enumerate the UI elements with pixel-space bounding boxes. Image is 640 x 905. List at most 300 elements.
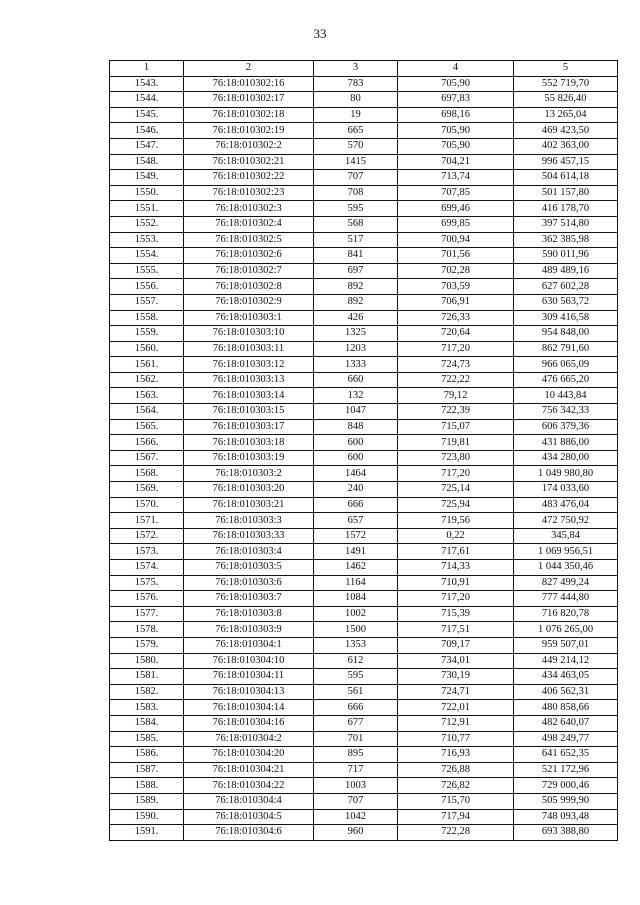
cell-cadastral-number: 76:18:010303:15 — [184, 404, 314, 420]
cell-cadastral-number: 76:18:010303:10 — [184, 326, 314, 342]
cell-area: 1500 — [314, 622, 398, 638]
cell-cadastral-value: 552 719,70 — [514, 76, 618, 92]
cell-cadastral-number: 76:18:010302:7 — [184, 263, 314, 279]
cell-cadastral-number: 76:18:010302:16 — [184, 76, 314, 92]
cell-specific-value: 712,91 — [398, 715, 514, 731]
cell-area: 960 — [314, 825, 398, 841]
cell-cadastral-value: 397 514,80 — [514, 216, 618, 232]
cell-cadastral-number: 76:18:010302:4 — [184, 216, 314, 232]
cell-row-number: 1552. — [110, 216, 184, 232]
cell-cadastral-number: 76:18:010303:12 — [184, 357, 314, 373]
table-row — [110, 497, 618, 513]
cell-row-number: 1583. — [110, 700, 184, 716]
cell-cadastral-number: 76:18:010302:22 — [184, 170, 314, 186]
cell-specific-value: 702,28 — [398, 263, 514, 279]
cell-row-number: 1543. — [110, 76, 184, 92]
cell-cadastral-number: 76:18:010302:5 — [184, 232, 314, 248]
cell-cadastral-value: 777 444,80 — [514, 591, 618, 607]
table-row — [110, 575, 618, 591]
table-row — [110, 747, 618, 763]
cell-cadastral-number: 76:18:010303:6 — [184, 575, 314, 591]
cell-row-number: 1576. — [110, 591, 184, 607]
cell-cadastral-number: 76:18:010303:13 — [184, 372, 314, 388]
cell-area: 665 — [314, 123, 398, 139]
cell-row-number: 1572. — [110, 528, 184, 544]
cell-specific-value: 719,56 — [398, 513, 514, 529]
cell-specific-value: 717,61 — [398, 544, 514, 560]
cell-specific-value: 699,46 — [398, 201, 514, 217]
cell-row-number: 1562. — [110, 372, 184, 388]
cell-specific-value: 709,17 — [398, 637, 514, 653]
cell-cadastral-value: 431 886,00 — [514, 435, 618, 451]
cell-cadastral-number: 76:18:010303:33 — [184, 528, 314, 544]
cell-cadastral-value: 756 342,33 — [514, 404, 618, 420]
cell-row-number: 1574. — [110, 560, 184, 576]
table-row — [110, 482, 618, 498]
cell-cadastral-number: 76:18:010304:20 — [184, 747, 314, 763]
cell-cadastral-value: 505 999,90 — [514, 793, 618, 809]
cell-specific-value: 717,94 — [398, 809, 514, 825]
table-row — [110, 154, 618, 170]
cell-specific-value: 700,94 — [398, 232, 514, 248]
cell-specific-value: 705,90 — [398, 138, 514, 154]
cell-row-number: 1569. — [110, 482, 184, 498]
cell-cadastral-number: 76:18:010303:5 — [184, 560, 314, 576]
cell-cadastral-number: 76:18:010302:3 — [184, 201, 314, 217]
cell-specific-value: 715,70 — [398, 793, 514, 809]
table-row — [110, 606, 618, 622]
cell-specific-value: 723,80 — [398, 450, 514, 466]
cell-area: 707 — [314, 170, 398, 186]
cell-row-number: 1591. — [110, 825, 184, 841]
cell-area: 1333 — [314, 357, 398, 373]
cell-row-number: 1582. — [110, 684, 184, 700]
cell-area: 717 — [314, 762, 398, 778]
cell-cadastral-value: 13 265,04 — [514, 107, 618, 123]
cell-cadastral-value: 1 069 956,51 — [514, 544, 618, 560]
cell-cadastral-number: 76:18:010303:11 — [184, 341, 314, 357]
cell-cadastral-number: 76:18:010303:17 — [184, 419, 314, 435]
cell-cadastral-number: 76:18:010304:5 — [184, 809, 314, 825]
cell-area: 892 — [314, 294, 398, 310]
table-row — [110, 809, 618, 825]
cell-cadastral-number: 76:18:010303:9 — [184, 622, 314, 638]
table-row — [110, 170, 618, 186]
cell-cadastral-value: 489 489,16 — [514, 263, 618, 279]
cell-cadastral-value: 174 033,60 — [514, 482, 618, 498]
cell-specific-value: 719,81 — [398, 435, 514, 451]
cell-row-number: 1550. — [110, 185, 184, 201]
cell-area: 561 — [314, 684, 398, 700]
table-row — [110, 669, 618, 685]
cell-area: 1164 — [314, 575, 398, 591]
table-row — [110, 684, 618, 700]
cell-row-number: 1546. — [110, 123, 184, 139]
cell-cadastral-value: 416 178,70 — [514, 201, 618, 217]
cell-specific-value: 722,39 — [398, 404, 514, 420]
cell-row-number: 1544. — [110, 92, 184, 108]
cadastral-value-table — [109, 60, 618, 841]
cell-specific-value: 724,71 — [398, 684, 514, 700]
table-row — [110, 372, 618, 388]
cell-row-number: 1559. — [110, 326, 184, 342]
cell-specific-value: 717,20 — [398, 466, 514, 482]
cell-specific-value: 706,91 — [398, 294, 514, 310]
table-row — [110, 762, 618, 778]
table-row — [110, 404, 618, 420]
table-row — [110, 731, 618, 747]
cell-row-number: 1549. — [110, 170, 184, 186]
cell-row-number: 1579. — [110, 637, 184, 653]
table-row — [110, 279, 618, 295]
cell-area: 1462 — [314, 560, 398, 576]
table-row — [110, 107, 618, 123]
cell-area: 19 — [314, 107, 398, 123]
cell-cadastral-value: 1 049 980,80 — [514, 466, 618, 482]
cell-cadastral-value: 345,84 — [514, 528, 618, 544]
cell-row-number: 1555. — [110, 263, 184, 279]
cell-cadastral-number: 76:18:010303:14 — [184, 388, 314, 404]
table-row — [110, 591, 618, 607]
cell-row-number: 1545. — [110, 107, 184, 123]
cell-area: 612 — [314, 653, 398, 669]
cell-row-number: 1548. — [110, 154, 184, 170]
cell-specific-value: 726,33 — [398, 310, 514, 326]
table-row — [110, 294, 618, 310]
cell-area: 1353 — [314, 637, 398, 653]
table-row — [110, 263, 618, 279]
cell-cadastral-number: 76:18:010302:23 — [184, 185, 314, 201]
cell-area: 1084 — [314, 591, 398, 607]
cell-cadastral-number: 76:18:010304:2 — [184, 731, 314, 747]
cell-cadastral-value: 434 280,00 — [514, 450, 618, 466]
table-row — [110, 123, 618, 139]
page-number: 33 — [313, 26, 327, 41]
table-row — [110, 138, 618, 154]
cell-row-number: 1584. — [110, 715, 184, 731]
cell-cadastral-number: 76:18:010303:4 — [184, 544, 314, 560]
cell-area: 697 — [314, 263, 398, 279]
cell-specific-value: 734,01 — [398, 653, 514, 669]
cell-area: 892 — [314, 279, 398, 295]
cell-row-number: 1568. — [110, 466, 184, 482]
cell-specific-value: 704,21 — [398, 154, 514, 170]
column-header-2: 2 — [184, 61, 314, 77]
cell-row-number: 1560. — [110, 341, 184, 357]
cell-specific-value: 714,33 — [398, 560, 514, 576]
cell-specific-value: 697,83 — [398, 92, 514, 108]
cell-area: 1325 — [314, 326, 398, 342]
cell-area: 1415 — [314, 154, 398, 170]
cell-area: 708 — [314, 185, 398, 201]
cell-specific-value: 715,07 — [398, 419, 514, 435]
table-row — [110, 466, 618, 482]
cell-row-number: 1565. — [110, 419, 184, 435]
table-row — [110, 825, 618, 841]
cell-cadastral-number: 76:18:010304:4 — [184, 793, 314, 809]
cell-area: 1042 — [314, 809, 398, 825]
cell-cadastral-number: 76:18:010303:21 — [184, 497, 314, 513]
cell-specific-value: 725,14 — [398, 482, 514, 498]
cell-row-number: 1581. — [110, 669, 184, 685]
cell-row-number: 1589. — [110, 793, 184, 809]
cell-area: 600 — [314, 450, 398, 466]
cell-specific-value: 720,64 — [398, 326, 514, 342]
cell-cadastral-number: 76:18:010304:22 — [184, 778, 314, 794]
table-row — [110, 248, 618, 264]
cell-specific-value: 726,82 — [398, 778, 514, 794]
cell-specific-value: 0,22 — [398, 528, 514, 544]
header-row — [110, 61, 618, 77]
cell-row-number: 1563. — [110, 388, 184, 404]
table-row — [110, 778, 618, 794]
cell-cadastral-number: 76:18:010303:18 — [184, 435, 314, 451]
column-header-3: 3 — [314, 61, 398, 77]
cell-area: 701 — [314, 731, 398, 747]
cell-row-number: 1567. — [110, 450, 184, 466]
cell-row-number: 1557. — [110, 294, 184, 310]
cell-row-number: 1554. — [110, 248, 184, 264]
cell-cadastral-number: 76:18:010302:18 — [184, 107, 314, 123]
table-header — [110, 61, 618, 77]
cell-area: 600 — [314, 435, 398, 451]
cell-specific-value: 726,88 — [398, 762, 514, 778]
cell-cadastral-number: 76:18:010304:21 — [184, 762, 314, 778]
cell-cadastral-number: 76:18:010304:13 — [184, 684, 314, 700]
cell-cadastral-value: 729 000,46 — [514, 778, 618, 794]
cell-cadastral-value: 434 463,05 — [514, 669, 618, 685]
cell-row-number: 1590. — [110, 809, 184, 825]
cell-cadastral-value: 406 562,31 — [514, 684, 618, 700]
cell-area: 1002 — [314, 606, 398, 622]
cell-cadastral-number: 76:18:010303:8 — [184, 606, 314, 622]
cell-area: 595 — [314, 201, 398, 217]
cell-cadastral-value: 472 750,92 — [514, 513, 618, 529]
cell-area: 657 — [314, 513, 398, 529]
cell-area: 517 — [314, 232, 398, 248]
cell-cadastral-value: 627 602,28 — [514, 279, 618, 295]
table-row — [110, 450, 618, 466]
table-row — [110, 92, 618, 108]
cell-row-number: 1564. — [110, 404, 184, 420]
table-row — [110, 700, 618, 716]
table-row — [110, 185, 618, 201]
cell-cadastral-value: 606 379,36 — [514, 419, 618, 435]
cell-row-number: 1558. — [110, 310, 184, 326]
cell-specific-value: 705,90 — [398, 123, 514, 139]
cell-cadastral-value: 469 423,50 — [514, 123, 618, 139]
cell-cadastral-value: 521 172,96 — [514, 762, 618, 778]
cell-cadastral-value: 641 652,35 — [514, 747, 618, 763]
cell-cadastral-value: 862 791,60 — [514, 341, 618, 357]
cell-cadastral-value: 959 507,01 — [514, 637, 618, 653]
cell-cadastral-value: 504 614,18 — [514, 170, 618, 186]
cell-cadastral-number: 76:18:010302:21 — [184, 154, 314, 170]
cell-cadastral-value: 630 563,72 — [514, 294, 618, 310]
cell-row-number: 1575. — [110, 575, 184, 591]
cell-cadastral-value: 482 640,07 — [514, 715, 618, 731]
cell-cadastral-value: 480 858,66 — [514, 700, 618, 716]
cell-cadastral-value: 996 457,15 — [514, 154, 618, 170]
cell-area: 240 — [314, 482, 398, 498]
cell-area: 132 — [314, 388, 398, 404]
cell-row-number: 1578. — [110, 622, 184, 638]
cell-cadastral-number: 76:18:010302:19 — [184, 123, 314, 139]
cell-cadastral-value: 309 416,58 — [514, 310, 618, 326]
cell-specific-value: 717,20 — [398, 341, 514, 357]
cell-row-number: 1547. — [110, 138, 184, 154]
cell-cadastral-number: 76:18:010304:10 — [184, 653, 314, 669]
cell-row-number: 1566. — [110, 435, 184, 451]
column-header-1: 1 — [110, 61, 184, 77]
cell-specific-value: 725,94 — [398, 497, 514, 513]
cell-specific-value: 722,28 — [398, 825, 514, 841]
cell-cadastral-number: 76:18:010304:1 — [184, 637, 314, 653]
cell-cadastral-number: 76:18:010302:8 — [184, 279, 314, 295]
cell-cadastral-value: 590 011,96 — [514, 248, 618, 264]
cell-cadastral-value: 501 157,80 — [514, 185, 618, 201]
cell-row-number: 1551. — [110, 201, 184, 217]
table-body — [110, 76, 618, 840]
table-row — [110, 513, 618, 529]
cell-specific-value: 717,51 — [398, 622, 514, 638]
table-row — [110, 544, 618, 560]
cell-cadastral-value: 483 476,04 — [514, 497, 618, 513]
cell-specific-value: 715,39 — [398, 606, 514, 622]
cell-cadastral-value: 402 363,00 — [514, 138, 618, 154]
cell-specific-value: 699,85 — [398, 216, 514, 232]
cell-specific-value: 722,01 — [398, 700, 514, 716]
cell-cadastral-number: 76:18:010303:1 — [184, 310, 314, 326]
column-header-5: 5 — [514, 61, 618, 77]
cell-area: 1572 — [314, 528, 398, 544]
cell-area: 1003 — [314, 778, 398, 794]
cell-specific-value: 710,77 — [398, 731, 514, 747]
cell-specific-value: 717,20 — [398, 591, 514, 607]
cell-cadastral-number: 76:18:010303:2 — [184, 466, 314, 482]
cell-specific-value: 703,59 — [398, 279, 514, 295]
cell-row-number: 1573. — [110, 544, 184, 560]
table-row — [110, 232, 618, 248]
table-row — [110, 310, 618, 326]
cell-cadastral-number: 76:18:010303:19 — [184, 450, 314, 466]
cell-cadastral-value: 362 385,98 — [514, 232, 618, 248]
cell-cadastral-value: 954 848,00 — [514, 326, 618, 342]
cell-row-number: 1571. — [110, 513, 184, 529]
cell-specific-value: 707,85 — [398, 185, 514, 201]
cell-specific-value: 730,19 — [398, 669, 514, 685]
cell-cadastral-number: 76:18:010302:17 — [184, 92, 314, 108]
cell-specific-value: 724,73 — [398, 357, 514, 373]
cell-area: 783 — [314, 76, 398, 92]
cell-cadastral-value: 1 044 350,46 — [514, 560, 618, 576]
cell-specific-value: 705,90 — [398, 76, 514, 92]
cell-area: 677 — [314, 715, 398, 731]
table-row — [110, 419, 618, 435]
cell-cadastral-value: 716 820,78 — [514, 606, 618, 622]
table-row — [110, 793, 618, 809]
cell-area: 707 — [314, 793, 398, 809]
table-row — [110, 76, 618, 92]
cell-area: 895 — [314, 747, 398, 763]
cell-cadastral-number: 76:18:010303:7 — [184, 591, 314, 607]
table-row — [110, 637, 618, 653]
cell-specific-value: 698,16 — [398, 107, 514, 123]
cell-cadastral-number: 76:18:010302:9 — [184, 294, 314, 310]
cell-row-number: 1553. — [110, 232, 184, 248]
cell-specific-value: 713,74 — [398, 170, 514, 186]
cell-specific-value: 716,93 — [398, 747, 514, 763]
cell-specific-value: 722,22 — [398, 372, 514, 388]
cell-area: 1464 — [314, 466, 398, 482]
cell-cadastral-value: 449 214,12 — [514, 653, 618, 669]
cell-area: 568 — [314, 216, 398, 232]
table-row — [110, 388, 618, 404]
cell-row-number: 1577. — [110, 606, 184, 622]
cell-area: 1491 — [314, 544, 398, 560]
cell-cadastral-number: 76:18:010302:2 — [184, 138, 314, 154]
cell-cadastral-value: 55 826,40 — [514, 92, 618, 108]
cell-row-number: 1588. — [110, 778, 184, 794]
table-row — [110, 435, 618, 451]
cell-area: 595 — [314, 669, 398, 685]
cell-cadastral-number: 76:18:010303:3 — [184, 513, 314, 529]
cell-cadastral-value: 476 665,20 — [514, 372, 618, 388]
cell-area: 666 — [314, 700, 398, 716]
cell-row-number: 1585. — [110, 731, 184, 747]
cell-cadastral-value: 748 093,48 — [514, 809, 618, 825]
cell-area: 666 — [314, 497, 398, 513]
cell-area: 848 — [314, 419, 398, 435]
cell-cadastral-number: 76:18:010302:6 — [184, 248, 314, 264]
cell-cadastral-number: 76:18:010303:20 — [184, 482, 314, 498]
table-row — [110, 326, 618, 342]
cell-row-number: 1587. — [110, 762, 184, 778]
cell-area: 1203 — [314, 341, 398, 357]
cell-area: 660 — [314, 372, 398, 388]
table-row — [110, 341, 618, 357]
cell-row-number: 1561. — [110, 357, 184, 373]
cell-row-number: 1556. — [110, 279, 184, 295]
column-header-4: 4 — [398, 61, 514, 77]
cell-cadastral-value: 693 388,80 — [514, 825, 618, 841]
cell-cadastral-number: 76:18:010304:11 — [184, 669, 314, 685]
cell-row-number: 1586. — [110, 747, 184, 763]
table-row — [110, 201, 618, 217]
cell-row-number: 1580. — [110, 653, 184, 669]
cell-cadastral-value: 1 076 265,00 — [514, 622, 618, 638]
table-row — [110, 560, 618, 576]
cell-cadastral-value: 966 065,09 — [514, 357, 618, 373]
table-row — [110, 528, 618, 544]
cell-row-number: 1570. — [110, 497, 184, 513]
cell-cadastral-number: 76:18:010304:14 — [184, 700, 314, 716]
cell-cadastral-value: 10 443,84 — [514, 388, 618, 404]
cell-specific-value: 710,91 — [398, 575, 514, 591]
cell-area: 841 — [314, 248, 398, 264]
cell-area: 1047 — [314, 404, 398, 420]
cell-area: 80 — [314, 92, 398, 108]
cell-area: 570 — [314, 138, 398, 154]
table-row — [110, 216, 618, 232]
cell-cadastral-number: 76:18:010304:16 — [184, 715, 314, 731]
table-row — [110, 715, 618, 731]
cell-specific-value: 701,56 — [398, 248, 514, 264]
table-row — [110, 622, 618, 638]
cell-cadastral-value: 827 499,24 — [514, 575, 618, 591]
cell-specific-value: 79,12 — [398, 388, 514, 404]
cell-cadastral-value: 498 249,77 — [514, 731, 618, 747]
